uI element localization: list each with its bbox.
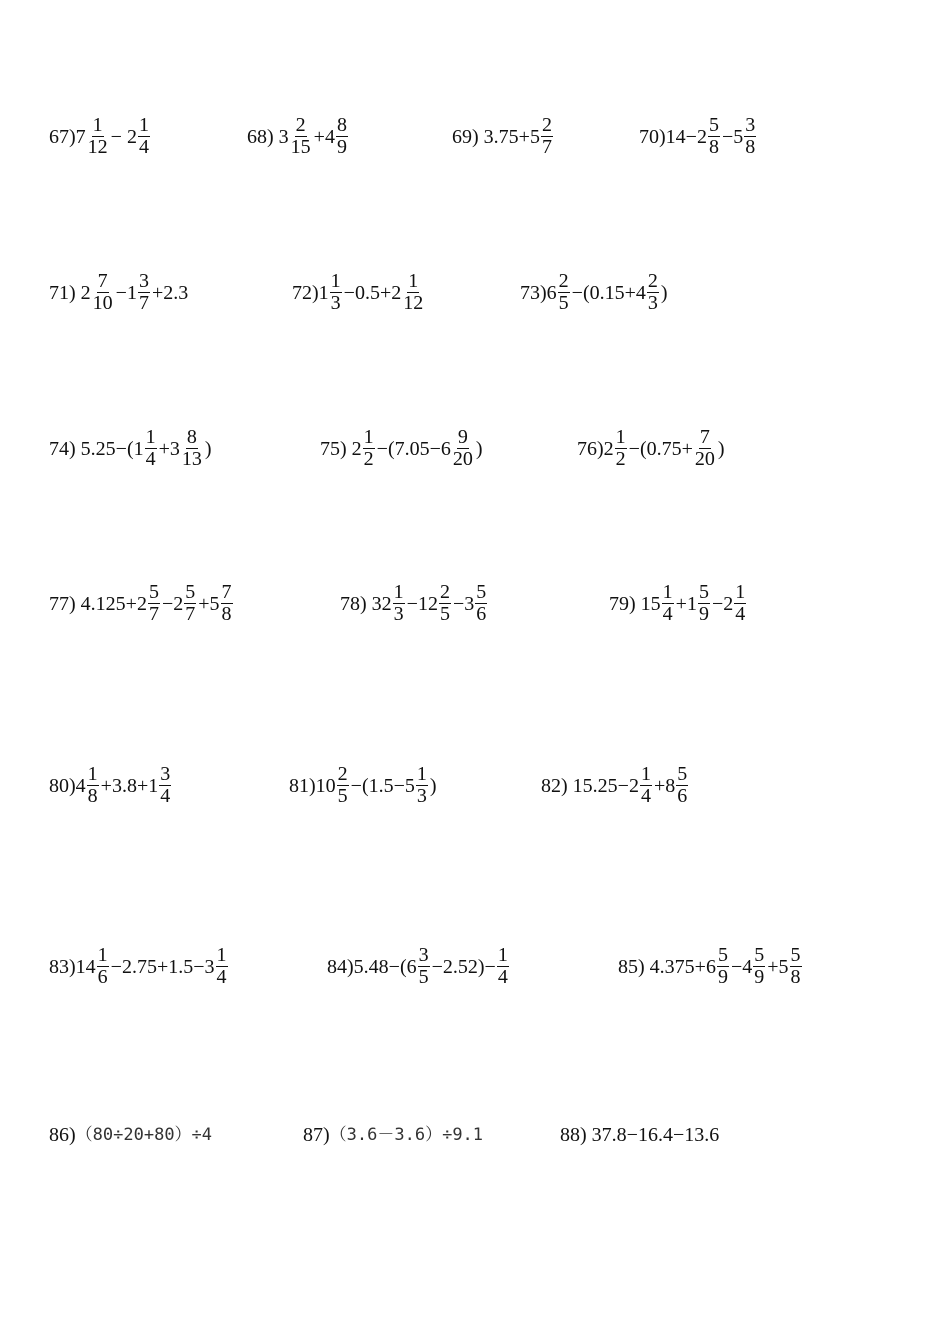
problem-70 — [639, 115, 758, 158]
fraction — [330, 271, 342, 314]
fraction — [92, 271, 114, 314]
expression-text: 77) 4.125+2 — [49, 592, 147, 615]
expression-text: 68) 3 — [247, 125, 289, 148]
fraction-numerator: 1 — [97, 944, 108, 966]
fraction — [138, 271, 150, 314]
fraction — [558, 271, 570, 314]
fraction-numerator: 1 — [363, 426, 374, 448]
problem-85 — [618, 945, 804, 988]
fraction-denominator: 9 — [698, 603, 709, 625]
fraction-denominator: 2 — [615, 448, 626, 470]
problem-83 — [49, 945, 230, 988]
fraction — [615, 427, 627, 470]
fraction-denominator: 8 — [708, 136, 719, 158]
expression-text: 67)7 — [49, 125, 86, 148]
fraction-numerator: 7 — [699, 426, 710, 448]
expression-text: 80)4 — [49, 774, 86, 797]
expression-text: +4 — [313, 125, 335, 148]
fraction-numerator: 1 — [87, 763, 98, 785]
expression-text: 85) 4.375+6 — [618, 955, 716, 978]
fraction-numerator: 5 — [677, 763, 688, 785]
fraction-denominator: 7 — [138, 292, 149, 314]
fraction-numerator: 3 — [745, 114, 756, 136]
fraction-denominator: 20 — [452, 448, 473, 470]
fraction-numerator: 5 — [698, 581, 709, 603]
expression-text: ) — [429, 774, 437, 797]
fraction-numerator: 3 — [418, 944, 429, 966]
fraction — [475, 582, 487, 625]
expression-text: ) — [475, 437, 483, 460]
expression-text: 74) 5.25−(1 — [49, 437, 144, 460]
expression-text: 86) — [49, 1124, 76, 1146]
fraction-numerator: 5 — [717, 944, 728, 966]
fraction — [418, 945, 430, 988]
problem-87 — [303, 1125, 483, 1145]
fraction — [87, 764, 99, 807]
fraction — [717, 945, 729, 988]
fraction-denominator: 20 — [694, 448, 715, 470]
fraction — [363, 427, 375, 470]
fraction-numerator: 5 — [476, 581, 487, 603]
fraction-numerator: 1 — [416, 763, 427, 785]
fraction — [790, 945, 802, 988]
fraction-denominator: 9 — [717, 966, 728, 988]
expression-text: −1 — [115, 281, 137, 304]
fraction — [402, 271, 424, 314]
fraction — [336, 115, 348, 158]
expression-text: 84)5.48−(6 — [327, 955, 417, 978]
problem-75 — [320, 427, 483, 470]
fraction — [640, 764, 652, 807]
expression-text: −2 — [711, 592, 734, 615]
fraction-denominator: 6 — [476, 603, 487, 625]
fraction — [662, 582, 674, 625]
expression-text: −3 — [452, 592, 475, 615]
fraction-denominator: 5 — [558, 292, 569, 314]
fraction-numerator: 1 — [615, 426, 626, 448]
fraction — [647, 271, 659, 314]
problem-81 — [289, 764, 437, 807]
expression-text: −(7.05−6 — [376, 437, 451, 460]
fraction-numerator: 1 — [145, 426, 156, 448]
fraction — [497, 945, 509, 988]
expression-text: ) — [204, 437, 212, 460]
expression-text: −(0.75+ — [628, 437, 693, 460]
problem-84 — [327, 945, 511, 988]
expression-text: 69) 3.75+5 — [452, 125, 540, 148]
problem-72 — [292, 271, 426, 314]
fraction-denominator: 9 — [754, 966, 765, 988]
fraction — [221, 582, 233, 625]
fraction-denominator: 4 — [640, 785, 651, 807]
fraction — [87, 115, 109, 158]
problem-88 — [560, 1125, 719, 1145]
expression-text: 78) 32 — [340, 592, 392, 615]
expression-text: +5 — [198, 592, 220, 615]
expression-text: −12 — [406, 592, 438, 615]
fraction-numerator: 7 — [97, 270, 108, 292]
fraction-denominator: 4 — [662, 603, 673, 625]
fraction-denominator: 12 — [87, 136, 108, 158]
fraction-numerator: 1 — [393, 581, 404, 603]
expression-text: 76)2 — [577, 437, 614, 460]
fraction — [452, 427, 474, 470]
fraction — [708, 115, 720, 158]
fraction-denominator: 4 — [735, 603, 746, 625]
fraction-denominator: 6 — [97, 966, 108, 988]
problem-74 — [49, 427, 212, 470]
fraction-numerator: 1 — [138, 114, 149, 136]
fraction-numerator: 5 — [148, 581, 159, 603]
fraction-numerator: 5 — [708, 114, 719, 136]
fraction-denominator: 8 — [745, 136, 756, 158]
expression-text: −(1.5−5 — [350, 774, 415, 797]
expression-text: 71) 2 — [49, 281, 91, 304]
fraction-numerator: 2 — [541, 114, 552, 136]
fraction-denominator: 10 — [92, 292, 113, 314]
fraction-denominator: 7 — [185, 603, 196, 625]
expression-text: 70)14−2 — [639, 125, 707, 148]
fraction-numerator: 1 — [735, 581, 746, 603]
fraction — [184, 582, 196, 625]
fraction — [138, 115, 150, 158]
fraction-denominator: 8 — [87, 785, 98, 807]
fraction-denominator: 12 — [403, 292, 424, 314]
fraction-numerator: 5 — [754, 944, 765, 966]
fraction-denominator: 8 — [221, 603, 232, 625]
fraction-denominator: 8 — [790, 966, 801, 988]
fraction-denominator: 3 — [647, 292, 658, 314]
expression-text: （80÷20+80）÷4 — [75, 1125, 213, 1145]
fraction — [698, 582, 710, 625]
fraction-denominator: 13 — [181, 448, 202, 470]
problem-79 — [609, 582, 748, 625]
fraction-numerator: 1 — [408, 270, 419, 292]
fraction-numerator: 1 — [92, 114, 103, 136]
fraction-denominator: 5 — [439, 603, 450, 625]
fraction-denominator: 7 — [148, 603, 159, 625]
fraction-denominator: 7 — [541, 136, 552, 158]
fraction — [290, 115, 312, 158]
fraction-denominator: 4 — [216, 966, 227, 988]
fraction-numerator: 5 — [185, 581, 196, 603]
fraction-denominator: 4 — [160, 785, 171, 807]
fraction-denominator: 4 — [138, 136, 149, 158]
expression-text: （3.6－3.6）÷9.1 — [329, 1125, 484, 1145]
expression-text: +3.8+1 — [100, 774, 159, 797]
problem-68 — [247, 115, 350, 158]
problem-76 — [577, 427, 725, 470]
fraction — [676, 764, 688, 807]
fraction-numerator: 7 — [221, 581, 232, 603]
fraction — [753, 945, 765, 988]
fraction-numerator: 2 — [647, 270, 658, 292]
fraction — [337, 764, 349, 807]
fraction-denominator: 4 — [497, 966, 508, 988]
expression-text: −0.5+2 — [343, 281, 402, 304]
problem-73 — [520, 271, 668, 314]
problem-82 — [541, 764, 690, 807]
fraction — [734, 582, 746, 625]
fraction — [416, 764, 428, 807]
fraction-denominator: 5 — [337, 785, 348, 807]
expression-text: +5 — [767, 955, 789, 978]
expression-text: +1 — [675, 592, 697, 615]
expression-text: 82) 15.25−2 — [541, 774, 639, 797]
expression-text: +3 — [158, 437, 180, 460]
expression-text: ) — [660, 281, 668, 304]
fraction-numerator: 9 — [457, 426, 468, 448]
fraction-numerator: 2 — [337, 763, 348, 785]
fraction — [181, 427, 203, 470]
fraction — [97, 945, 109, 988]
problem-67 — [49, 115, 152, 158]
fraction-numerator: 1 — [330, 270, 341, 292]
fraction-numerator: 5 — [790, 944, 801, 966]
expression-text: −(0.15+4 — [571, 281, 646, 304]
fraction-denominator: 9 — [336, 136, 347, 158]
fraction — [159, 764, 171, 807]
fraction-denominator: 6 — [677, 785, 688, 807]
fraction — [216, 945, 228, 988]
fraction-denominator: 4 — [145, 448, 156, 470]
fraction-numerator: 1 — [662, 581, 673, 603]
problem-78 — [340, 582, 489, 625]
expression-text: −2.75+1.5−3 — [110, 955, 215, 978]
expression-text: 72)1 — [292, 281, 329, 304]
expression-text: +8 — [653, 774, 676, 797]
fraction-denominator: 5 — [418, 966, 429, 988]
expression-text: −2 — [161, 592, 184, 615]
problem-71 — [49, 271, 188, 314]
expression-text: −2.52)− — [431, 955, 496, 978]
expression-text: −4 — [730, 955, 753, 978]
fraction-numerator: 2 — [558, 270, 569, 292]
fraction-denominator: 3 — [330, 292, 341, 314]
fraction — [148, 582, 160, 625]
fraction — [694, 427, 716, 470]
fraction — [145, 427, 157, 470]
fraction-denominator: 2 — [363, 448, 374, 470]
expression-text: ) — [717, 437, 725, 460]
expression-text: − 2 — [110, 125, 137, 148]
fraction-numerator: 2 — [439, 581, 450, 603]
fraction-numerator: 2 — [295, 114, 306, 136]
problem-69 — [452, 115, 555, 158]
expression-text: 73)6 — [520, 281, 557, 304]
fraction-denominator: 3 — [393, 603, 404, 625]
fraction — [439, 582, 451, 625]
expression-text: 79) 15 — [609, 592, 661, 615]
problem-86 — [49, 1125, 212, 1145]
fraction — [744, 115, 756, 158]
fraction-numerator: 1 — [640, 763, 651, 785]
fraction-denominator: 3 — [416, 785, 427, 807]
fraction-numerator: 3 — [160, 763, 171, 785]
expression-text: 88) 37.8−16.4−13.6 — [560, 1124, 720, 1146]
expression-text: 75) 2 — [320, 437, 362, 460]
problem-80 — [49, 764, 173, 807]
expression-text: +2.3 — [151, 281, 189, 304]
expression-text: 83)14 — [49, 955, 96, 978]
fraction — [393, 582, 405, 625]
expression-text: 81)10 — [289, 774, 336, 797]
fraction — [541, 115, 553, 158]
problem-77 — [49, 582, 235, 625]
fraction-numerator: 3 — [138, 270, 149, 292]
expression-text: −5 — [721, 125, 744, 148]
fraction-denominator: 15 — [290, 136, 311, 158]
fraction-numerator: 8 — [186, 426, 197, 448]
expression-text: 87) — [303, 1124, 330, 1146]
fraction-numerator: 1 — [216, 944, 227, 966]
fraction-numerator: 8 — [336, 114, 347, 136]
fraction-numerator: 1 — [497, 944, 508, 966]
